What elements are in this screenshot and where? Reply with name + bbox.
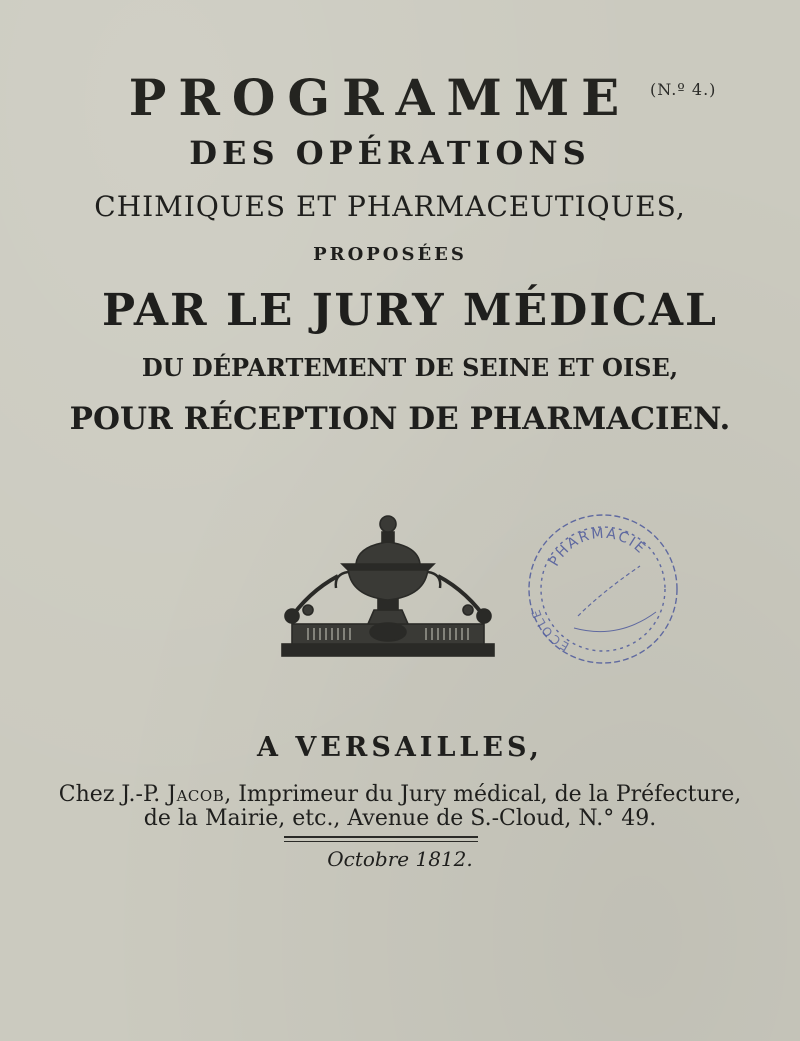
subtitle-department: DU DÉPARTEMENT DE SEINE ET OISE, (141, 353, 679, 382)
subtitle-chemistry: CHIMIQUES ET PHARMACEUTIQUES, (94, 190, 686, 223)
imprint-printer-name: Jacob (167, 782, 225, 807)
imprint-printer-suffix: , Imprimeur du Jury médical, de la Préfecture, (224, 782, 742, 807)
subtitle-proposed: PROPOSÉES (313, 244, 467, 265)
subtitle-jury: PAR LE JURY MÉDICAL (102, 285, 718, 336)
stamp-text-top: PHARMACIE (546, 525, 650, 570)
imprint-printer-line (40, 782, 760, 807)
document-title: PROGRAMME (128, 68, 632, 127)
stamp-text-left: ECOLE (528, 606, 572, 654)
imprint-place: A VERSAILLES, (257, 732, 543, 763)
subtitle-operations: DES OPÉRATIONS (189, 134, 591, 172)
svg-text:PHARMACIE (546, 526, 649, 570)
urn-ornament-icon (278, 512, 498, 662)
svg-text:ECOLE (528, 606, 571, 654)
document-number: (N.º 4.) (650, 80, 717, 99)
imprint-date: Octobre 1812. (327, 847, 473, 871)
divider-rule-thin (284, 841, 478, 842)
divider-rule (284, 836, 478, 838)
subtitle-reception: POUR RÉCEPTION DE PHARMACIEN. (69, 401, 731, 437)
imprint-address: de la Mairie, etc., Avenue de S.-Cloud, N.° 49. (143, 806, 657, 831)
library-stamp-icon (522, 508, 684, 670)
imprint-printer-prefix: Chez J.-P. (58, 782, 168, 807)
